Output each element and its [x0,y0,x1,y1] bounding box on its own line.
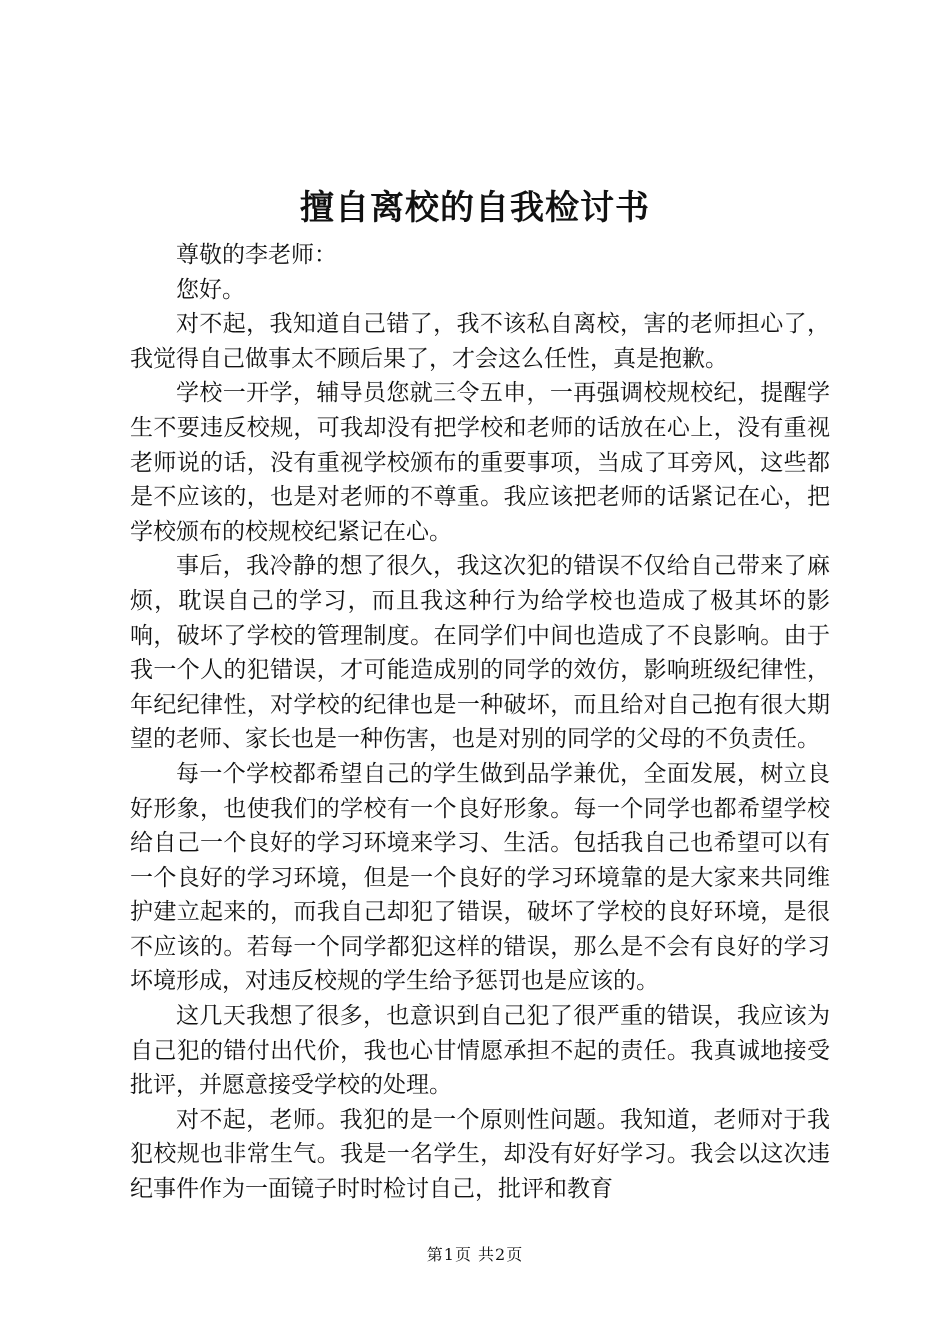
salutation: 尊敬的李老师： [176,242,337,268]
page-number-footer: 第1页 共2页 [426,1245,524,1264]
body-paragraph: 每一个学校都希望自己的学生做到品学兼优，全面发展，树立良好形象，也使我们的学校有一个良好形象。每一个同学也都希望学校给自己一个良好的学习环境来学习、生活。包括我自己也希望可以有一个良好的学习环境，但是一个良好的学习环境靠的是大家来共同维护建立起来的，而我自己却犯了错误，破坏了学校的良好环境，是很不应该的。若每一个同学都犯这样的错误，那么是不会有良好的学习坏境形成，对违反校规的学生给予惩罚也是应该的。 [130,760,830,995]
document-title: 擅自离校的自我检讨书 [300,188,650,228]
greeting: 您好。 [176,276,245,303]
body-paragraph: 学校一开学，辅导员您就三令五申，一再强调校规校纪，提醒学生不要违反校规，可我却没有把学校和老师的话放在心上，没有重视老师说的话，没有重视学校颁布的重要事项，当成了耳旁风，这些都是不应该的，也是对老师的不尊重。我应该把老师的话紧记在心，把学校颁布的校规校纪紧记在心。 [130,380,830,545]
document-body [130,238,830,1207]
body-paragraph: 对不起，我知道自己错了，我不该私自离校，害的老师担心了，我觉得自己做事太不顾后果了，才会这么任性，真是抱歉。 [130,311,830,372]
body-paragraph: 事后，我冷静的想了很久，我这次犯的错误不仅给自己带来了麻烦，耽误自己的学习，而且我这种行为给学校也造成了极其坏的影响，破坏了学校的管理制度。在同学们中间也造成了不良影响。由于我一个人的犯错误，才可能造成别的同学的效仿，影响班级纪律性，年纪纪律性，对学校的纪律也是一种破坏，而且给对自己抱有很大期望的老师、家长也是一种伤害，也是对别的同学的父母的不负责任。 [130,553,830,753]
body-paragraph: 这几天我想了很多，也意识到自己犯了很严重的错误，我应该为自己犯的错付出代价，我也心甘情愿承担不起的责任。我真诚地接受批评，并愿意接受学校的处理。 [130,1003,830,1099]
body-paragraph: 对不起，老师。我犯的是一个原则性问题。我知道，老师对于我犯校规也非常生气。我是一名学生，却没有好好学习。我会以这次违纪事件作为一面镜子时时检讨自己，批评和教育 [130,1106,830,1203]
